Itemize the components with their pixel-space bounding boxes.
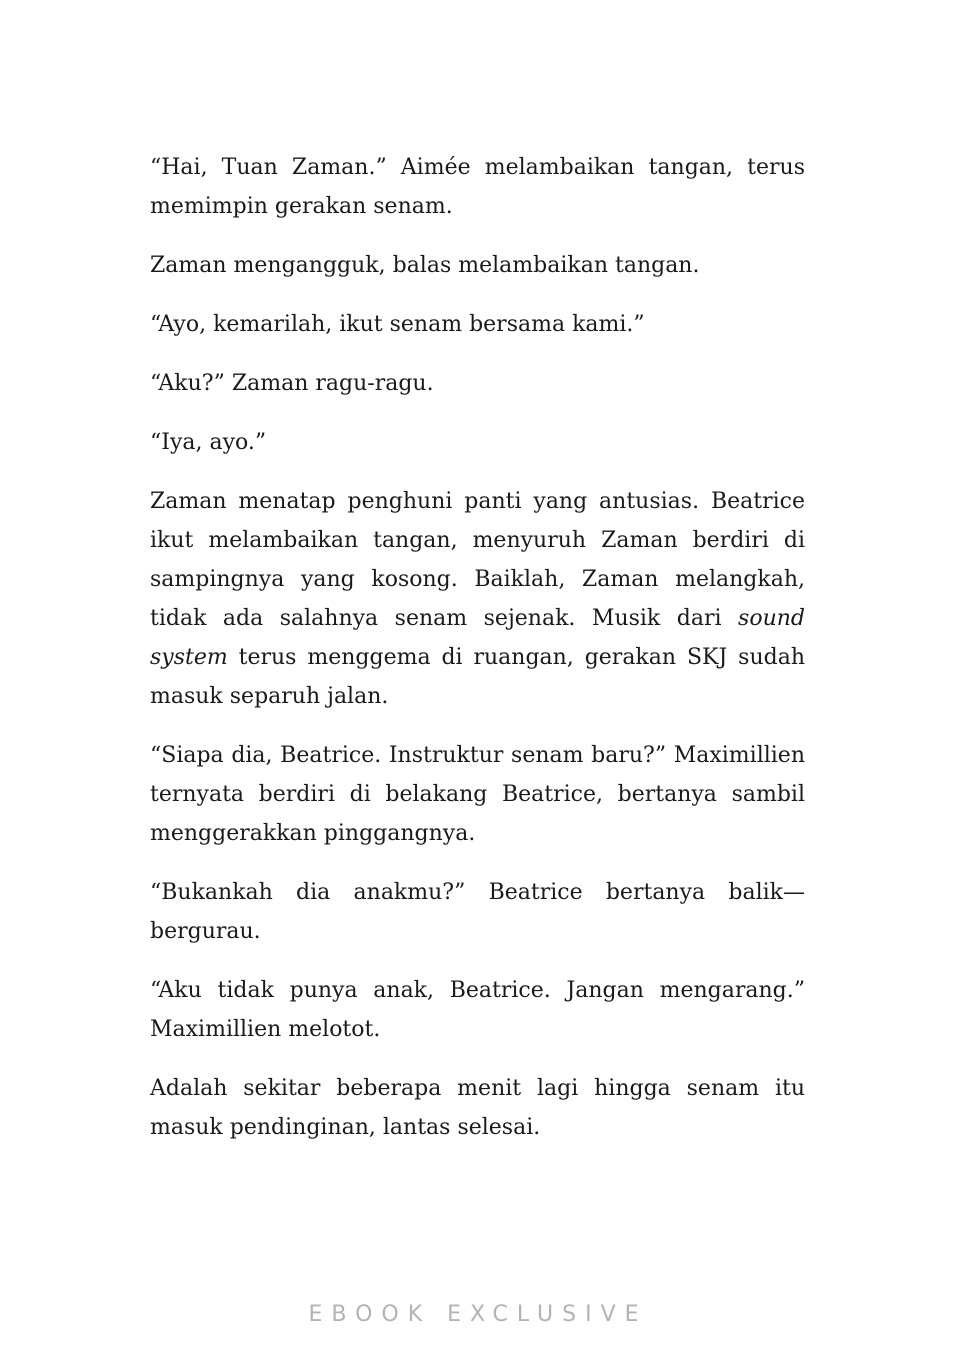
paragraph-6-text-b: terus menggema di ruangan, gerakan SKJ sudah masuk separuh jalan. [150, 645, 805, 709]
paragraph-5-text: “Iya, ayo.” [150, 430, 267, 455]
paragraph-5 [150, 423, 805, 462]
paragraph-3 [150, 305, 805, 344]
paragraph-9-text: “Aku tidak punya anak, Beatrice. Jangan mengarang.” Maximillien melotot. [150, 978, 805, 1042]
paragraph-8-text: “Bukankah dia anakmu?” Beatrice bertanya balik—bergurau. [150, 880, 805, 944]
paragraph-1 [150, 148, 805, 226]
paragraph-7 [150, 736, 805, 853]
paragraph-7-text: “Siapa dia, Beatrice. Instruktur senam baru?” Maximillien ternyata berdiri di belakang Beatrice, bertanya sambil menggerakkan pinggangnya. [150, 743, 805, 846]
paragraph-1-text: “Hai, Tuan Zaman.” Aimée melambaikan tangan, terus memimpin gerakan senam. [150, 155, 805, 219]
ebook-exclusive-footer: EBOOK EXCLUSIVE [308, 1302, 648, 1327]
paragraph-6-text-a: Zaman menatap penghuni panti yang antusias. Beatrice ikut melambaikan tangan, menyuruh Zaman berdiri di sampingnya yang kosong. Baiklah, Zaman melangkah, tidak ada salahnya senam sejenak. Musik dari [150, 489, 805, 631]
paragraph-6 [150, 482, 805, 716]
paragraph-10 [150, 1069, 805, 1147]
paragraph-10-text: Adalah sekitar beberapa menit lagi hingga senam itu masuk pendinginan, lantas selesai. [150, 1076, 805, 1140]
paragraph-4-text: “Aku?” Zaman ragu-ragu. [150, 371, 434, 396]
paragraph-2 [150, 246, 805, 285]
paragraph-8 [150, 873, 805, 951]
paragraph-2-text: Zaman mengangguk, balas melambaikan tangan. [150, 253, 700, 278]
paragraph-6-italic-term: sound system [150, 606, 805, 670]
page-body [150, 148, 805, 1167]
paragraph-4 [150, 364, 805, 403]
paragraph-3-text: “Ayo, kemarilah, ikut senam bersama kami.” [150, 312, 645, 337]
paragraph-9 [150, 971, 805, 1049]
